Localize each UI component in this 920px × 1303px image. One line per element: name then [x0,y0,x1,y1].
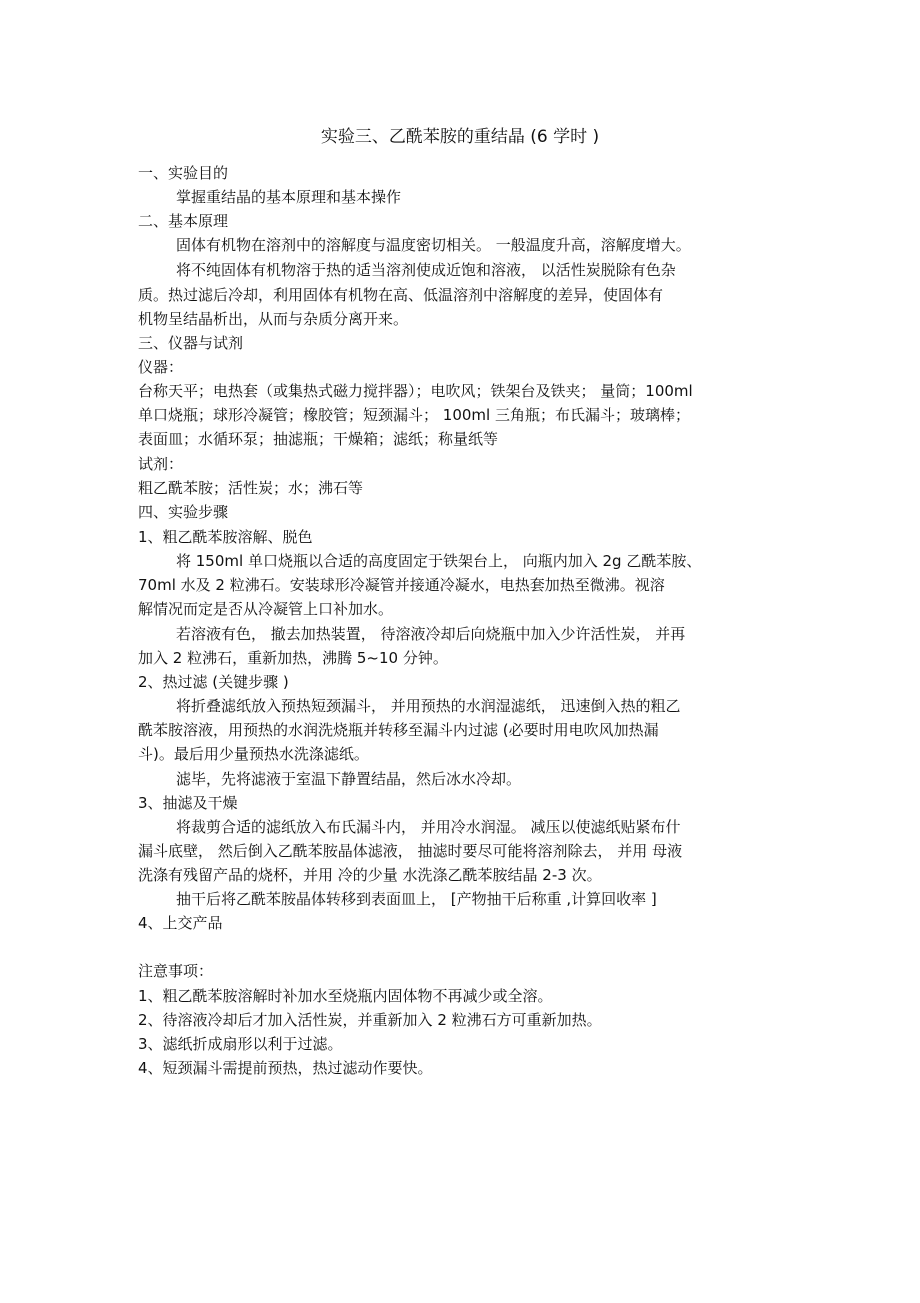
paragraph-line: 洗涤有残留产品的烧杯，并用 冷的少量 水洗涤乙酰苯胺结晶 2-3 次。 [138,866,602,884]
note-item: 1、粗乙酰苯胺溶解时补加水至烧瓶内固体物不再减少或全溶。 [138,987,553,1005]
step-heading-2: 2、热过滤 (关键步骤 ) [138,673,289,691]
step-heading-1: 1、粗乙酰苯胺溶解、脱色 [138,528,313,546]
paragraph-line: 将不纯固体有机物溶于热的适当溶剂使成近饱和溶液， 以活性炭脱除有色杂 [176,261,676,279]
section-heading-principle: 二、基本原理 [138,212,229,230]
section-heading-procedure: 四、实验步骤 [138,503,229,521]
paragraph-line: 机物呈结晶析出，从而与杂质分离开来。 [138,310,409,328]
paragraph-line: 若溶液有色， 撤去加热装置， 待溶液冷却后向烧瓶中加入少许活性炭， 并再 [176,625,686,643]
page-title: 实验三、乙酰苯胺的重结晶 (6 学时 ) [320,127,600,147]
paragraph-line: 解情况而定是否从冷凝管上口补加水。 [138,600,394,618]
notes-heading: 注意事项： [138,962,214,980]
paragraph-line: 漏斗底壁， 然后倒入乙酰苯胺晶体滤液， 抽滤时要尽可能将溶剂除去， 并用 母液 [138,842,683,860]
paragraph-line: 粗乙酰苯胺；活性炭；水；沸石等 [138,479,364,497]
paragraph-line: 将折叠滤纸放入预热短颈漏斗， 并用预热的水润湿滤纸， 迅速倒入热的粗乙 [176,697,681,715]
paragraph-line: 加入 2 粒沸石，重新加热，沸腾 5~10 分钟。 [138,649,448,667]
paragraph-line: 表面皿；水循环泵；抽滤瓶；干燥箱；滤纸；称量纸等 [138,430,499,448]
paragraph-line: 单口烧瓶；球形冷凝管；橡胶管；短颈漏斗； 100ml 三角瓶；布氏漏斗；玻璃棒； [138,406,690,424]
paragraph-line: 酰苯胺溶液，用预热的水润洗烧瓶并转移至漏斗内过滤 (必要时用电吹风加热漏 [138,721,659,739]
subheading-reagents: 试剂： [138,455,184,473]
section-heading-equipment: 三、仪器与试剂 [138,334,244,352]
paragraph-line: 台称天平；电热套（或集热式磁力搅拌器）；电吹风；铁架台及铁夹； 量筒；100ml [138,382,693,400]
paragraph-line: 斗)。最后用少量预热水洗涤滤纸。 [138,745,369,763]
note-item: 2、待溶液冷却后才加入活性炭，并重新加入 2 粒沸石方可重新加热。 [138,1011,602,1029]
paragraph-line: 抽干后将乙酰苯胺晶体转移到表面皿上， [产物抽干后称重 ,计算回收率 ] [176,890,657,908]
paragraph-line: 70ml 水及 2 粒沸石。安装球形冷凝管并接通冷凝水，电热套加热至微沸。视溶 [138,576,665,594]
paragraph-line: 掌握重结晶的基本原理和基本操作 [176,188,402,206]
section-heading-purpose: 一、实验目的 [138,164,229,182]
paragraph-line: 将 150ml 单口烧瓶以合适的高度固定于铁架台上， 向瓶内加入 2g 乙酰苯胺、 [176,552,702,570]
step-heading-3: 3、抽滤及干燥 [138,794,238,812]
paragraph-line: 质。热过滤后冷却，利用固体有机物在高、低温溶剂中溶解度的差异，使固体有 [138,286,664,304]
paragraph-line: 固体有机物在溶剂中的溶解度与温度密切相关。 一般温度升高，溶解度增大。 [176,236,691,254]
step-heading-4: 4、上交产品 [138,914,223,932]
note-item: 3、滤纸折成扇形以利于过滤。 [138,1035,343,1053]
subheading-instruments: 仪器： [138,358,184,376]
paragraph-line: 将裁剪合适的滤纸放入布氏漏斗内， 并用冷水润湿。 减压以使滤纸贴紧布什 [176,818,681,836]
paragraph-line: 滤毕，先将滤液于室温下静置结晶，然后冰水冷却。 [176,770,522,788]
note-item: 4、短颈漏斗需提前预热，热过滤动作要快。 [138,1059,433,1077]
